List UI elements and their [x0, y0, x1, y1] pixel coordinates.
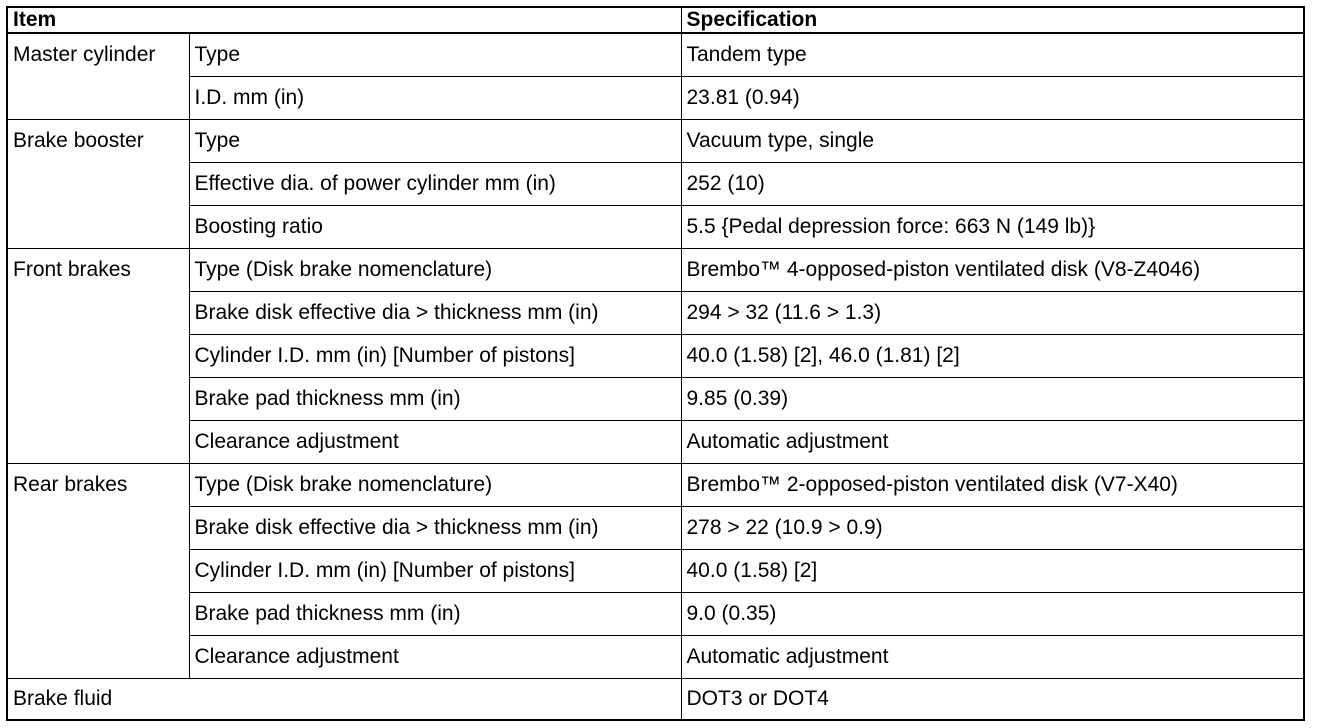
table-row — [7, 163, 1304, 206]
table-row — [7, 636, 1304, 679]
row-spec: 252 (10) — [681, 163, 1304, 206]
row-spec: 278 > 22 (10.9 > 0.9) — [681, 507, 1304, 550]
row-item: Cylinder I.D. mm (in) [Number of pistons] — [189, 550, 681, 593]
table-row — [7, 292, 1304, 335]
table-row — [7, 421, 1304, 464]
table-row — [7, 120, 1304, 163]
table-row — [7, 33, 1304, 77]
table-row — [7, 77, 1304, 120]
table-row-brake-fluid — [7, 679, 1304, 721]
row-item: Clearance adjustment — [189, 636, 681, 679]
table-row — [7, 378, 1304, 421]
row-item: Type — [189, 120, 681, 163]
brake-spec-table — [6, 6, 1305, 721]
group-label-front-brakes: Front brakes — [7, 249, 189, 464]
row-spec: 40.0 (1.58) [2], 46.0 (1.81) [2] — [681, 335, 1304, 378]
table-row — [7, 507, 1304, 550]
row-item: Boosting ratio — [189, 206, 681, 249]
row-item: Brake disk effective dia > thickness mm (in) — [189, 507, 681, 550]
row-item: Type — [189, 33, 681, 77]
row-item: I.D. mm (in) — [189, 77, 681, 120]
row-spec: Vacuum type, single — [681, 120, 1304, 163]
table-row — [7, 249, 1304, 292]
group-label-rear-brakes: Rear brakes — [7, 464, 189, 679]
row-spec: 40.0 (1.58) [2] — [681, 550, 1304, 593]
brake-fluid-spec: DOT3 or DOT4 — [681, 679, 1304, 721]
table-row — [7, 464, 1304, 507]
row-spec: Automatic adjustment — [681, 636, 1304, 679]
row-spec: Brembo™ 2-opposed-piston ventilated disk (V7-X40) — [681, 464, 1304, 507]
row-spec: 9.0 (0.35) — [681, 593, 1304, 636]
row-item: Brake pad thickness mm (in) — [189, 593, 681, 636]
row-item: Type (Disk brake nomenclature) — [189, 464, 681, 507]
group-label-brake-booster: Brake booster — [7, 120, 189, 249]
row-item: Brake disk effective dia > thickness mm (in) — [189, 292, 681, 335]
table-row — [7, 206, 1304, 249]
row-spec: Brembo™ 4-opposed-piston ventilated disk (V8-Z4046) — [681, 249, 1304, 292]
header-specification: Specification — [681, 7, 1304, 33]
group-label-master-cylinder: Master cylinder — [7, 33, 189, 120]
table-row — [7, 550, 1304, 593]
header-item: Item — [7, 7, 681, 33]
row-spec: 5.5 {Pedal depression force: 663 N (149 lb)} — [681, 206, 1304, 249]
row-spec: Tandem type — [681, 33, 1304, 77]
row-item: Clearance adjustment — [189, 421, 681, 464]
row-spec: 9.85 (0.39) — [681, 378, 1304, 421]
row-spec: 23.81 (0.94) — [681, 77, 1304, 120]
row-item: Type (Disk brake nomenclature) — [189, 249, 681, 292]
table-row — [7, 335, 1304, 378]
row-item: Brake pad thickness mm (in) — [189, 378, 681, 421]
row-spec: Automatic adjustment — [681, 421, 1304, 464]
row-item: Cylinder I.D. mm (in) [Number of pistons] — [189, 335, 681, 378]
row-item: Effective dia. of power cylinder mm (in) — [189, 163, 681, 206]
brake-fluid-label: Brake fluid — [7, 679, 681, 721]
table-row — [7, 593, 1304, 636]
row-spec: 294 > 32 (11.6 > 1.3) — [681, 292, 1304, 335]
header-row — [7, 7, 1304, 33]
